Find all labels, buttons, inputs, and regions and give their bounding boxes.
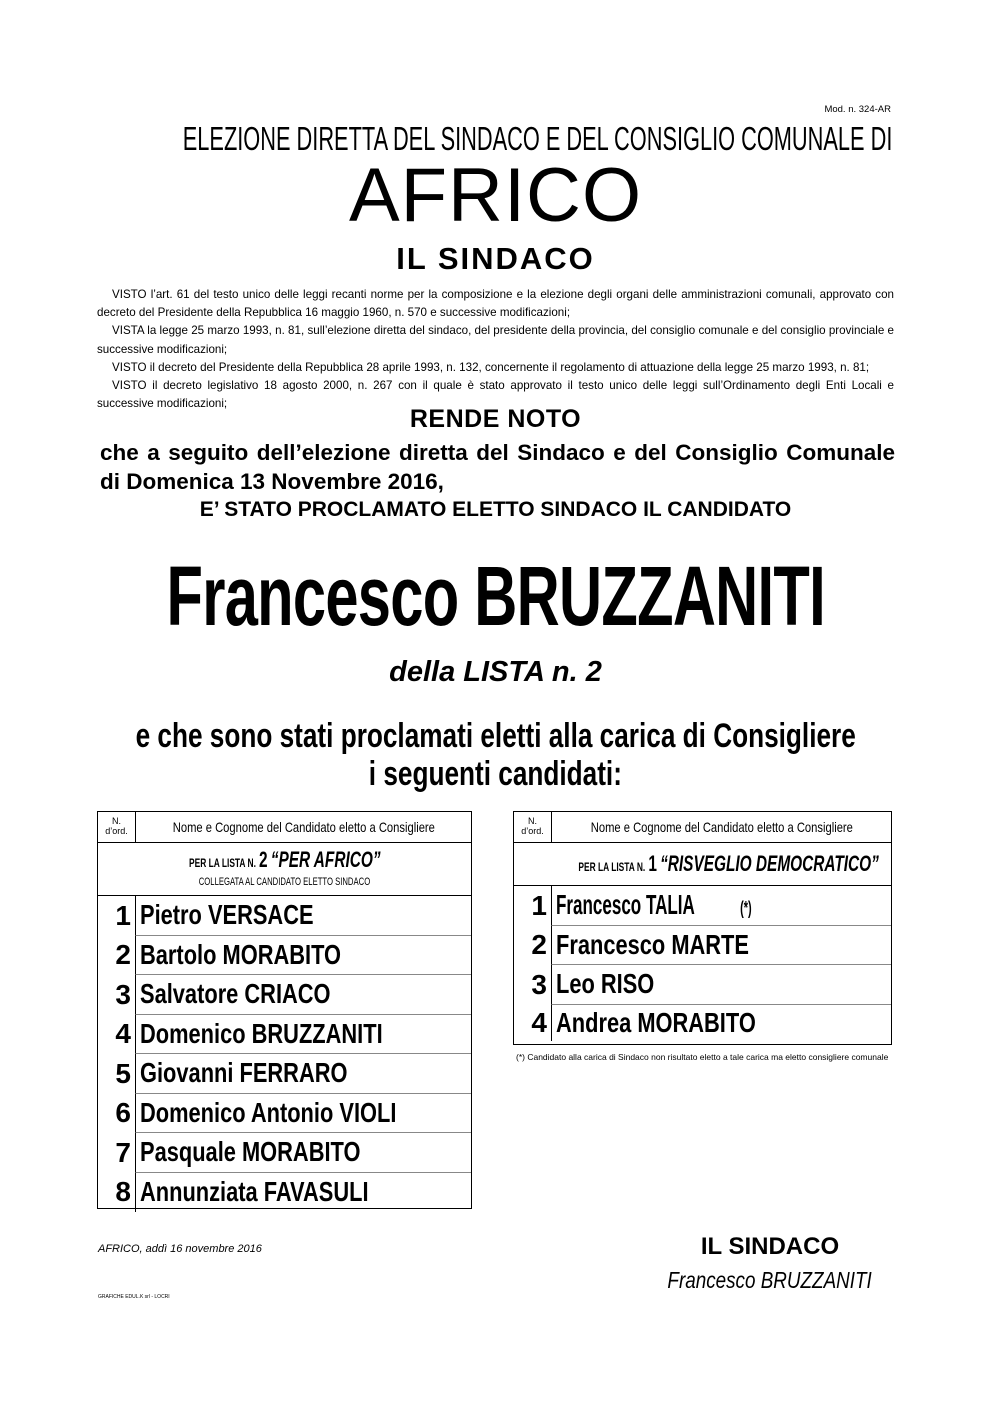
candidate-rows: [98, 895, 471, 1212]
candidate-name: Salvatore CRIACO: [140, 978, 331, 1010]
candidate-number: 1: [531, 889, 547, 921]
candidate-name-header-text: Nome e Cognome del Candidato eletto a Consigliere: [172, 819, 435, 835]
issuer-title: IL SINDACO: [396, 241, 595, 276]
candidate-number: 6: [115, 1097, 131, 1129]
candidate-name: Leo RISO: [556, 968, 655, 1000]
candidate-name-with-mark: [556, 889, 755, 921]
list-title: [578, 843, 878, 888]
councillors-heading-line1: e che sono stati proclamati eletti alla carica di Consigliere: [135, 717, 856, 755]
signature-name: [620, 1267, 920, 1294]
candidate-name: Domenico BRUZZANITI: [140, 1017, 383, 1049]
signature-name-text: Francesco BRUZZANITI: [667, 1267, 873, 1293]
legal-references: [97, 286, 894, 413]
footnote-mark: (*): [740, 898, 752, 919]
order-number-header: [514, 812, 552, 842]
candidate-name-cell: [135, 1133, 471, 1173]
candidate-name: Pietro VERSACE: [140, 899, 314, 931]
candidate-name-cell: [551, 1005, 891, 1041]
list-number: 2: [258, 847, 268, 872]
candidate-number: 2: [115, 939, 131, 971]
table-row: [98, 975, 471, 1015]
candidate-name: Giovanni FERRARO: [140, 1057, 348, 1089]
candidate-name: Bartolo MORABITO: [140, 938, 342, 970]
elected-mayor: [0, 548, 991, 645]
table-row: [514, 1005, 891, 1041]
footnote: (*) Candidato alla carica di Sindaco non risultato eletto a tale carica ma eletto consigliere comunale: [516, 1052, 889, 1062]
candidate-number: 8: [115, 1176, 131, 1208]
table-row: [98, 936, 471, 976]
candidate-name: Andrea MORABITO: [556, 1006, 756, 1038]
table-row: [98, 1133, 471, 1173]
candidate-name-header: [552, 812, 891, 842]
proclamation-line: E’ STATO PROCLAMATO ELETTO SINDACO IL CANDIDATO: [199, 498, 792, 521]
candidate-name: Domenico Antonio VIOLI: [140, 1096, 397, 1128]
order-number-header-line2: d’ord.: [521, 826, 544, 836]
form-code: Mod. n. 324-AR: [824, 104, 891, 115]
signature-title: IL SINDACO: [700, 1233, 840, 1260]
candidate-name-cell: [135, 975, 471, 1015]
candidate-number: 2: [531, 929, 547, 961]
candidate-name-cell: [135, 1173, 471, 1213]
list-name: “PER AFRICO”: [270, 847, 381, 872]
candidate-name-header: [136, 812, 471, 842]
announcement-text: che a seguito dell’elezione diretta del Sindaco e del Consiglio Comunale di Domenica 13 Novembre 2016,: [100, 440, 895, 494]
councillors-table-list-2: [97, 811, 472, 1209]
candidate-number: 3: [115, 978, 131, 1010]
candidate-name-cell: [135, 896, 471, 936]
candidate-number: 5: [115, 1057, 131, 1089]
list-title: [188, 847, 381, 872]
list-prefix: PER LA LISTA N.: [578, 860, 646, 874]
candidate-name-cell: [135, 1054, 471, 1094]
candidate-number: 1: [115, 899, 131, 931]
candidate-name-cell: [135, 1094, 471, 1134]
list-name: “RISVEGLIO DEMOCRATICO”: [660, 851, 879, 876]
table-header: [98, 812, 471, 843]
candidate-number: 7: [115, 1136, 131, 1168]
rende-noto-heading: RENDE NOTO: [409, 405, 582, 433]
candidate-name: Annunziata FAVASULI: [140, 1176, 369, 1208]
legal-reference: VISTO il decreto del Presidente della Repubblica 28 aprile 1993, n. 132, concernente il regolamento di attuazione della legge 25 marzo 1993, n. 81;: [112, 360, 870, 374]
table-row: [98, 1173, 471, 1213]
place-and-date: AFRICO, addì 16 novembre 2016: [98, 1243, 262, 1255]
list-subtitle: COLLEGATA AL CANDIDATO ELETTO SINDACO: [198, 876, 371, 888]
candidate-name-cell: [551, 926, 891, 966]
councillors-heading: [0, 717, 991, 793]
candidate-number: 4: [115, 1018, 131, 1050]
candidate-rows: [514, 885, 891, 1041]
candidate-name-cell: [135, 1015, 471, 1055]
elected-mayor-name: Francesco BRUZZANITI: [166, 549, 825, 643]
municipality-name: AFRICO: [348, 153, 643, 238]
legal-reference: VISTO il decreto legislativo 18 agosto 2000, n. 267 con il quale è stato approvato il testo unico delle leggi sull’Ordinamento degli Enti Locali e successive modificazioni;: [97, 379, 894, 411]
table-row: [514, 965, 891, 1005]
table-row: [98, 1054, 471, 1094]
list-number: 1: [648, 851, 657, 876]
legal-reference: VISTA la legge 25 marzo 1993, n. 81, sull’elezione diretta del sindaco, del presidente della provincia, del consiglio comunale e del consiglio provinciale e successive modificazioni;: [97, 324, 894, 356]
candidate-name-cell: [135, 936, 471, 976]
printer-credit: GRAFICHE EDUL.K srl - LOCRI: [98, 1294, 170, 1300]
table-row: [514, 886, 891, 926]
candidate-name-cell: [551, 965, 891, 1005]
order-number-header-line2: d’ord.: [105, 826, 128, 836]
candidate-number: 4: [531, 1006, 547, 1038]
table-row: [98, 896, 471, 936]
candidate-number: 3: [531, 968, 547, 1000]
order-number-header: [98, 812, 136, 842]
legal-reference: VISTO l’art. 61 del testo unico delle leggi recanti norme per la composizione e la elezione degli organi delle amministrazioni comunali, approvato con decreto del Presidente della Repubblica 16 maggio 1960, n. 570 e successive modificazioni;: [97, 288, 894, 320]
table-row: [514, 926, 891, 966]
candidate-name-header-text: Nome e Cognome del Candidato eletto a Consigliere: [590, 819, 853, 835]
councillors-heading-line2: i seguenti candidati:: [368, 755, 623, 793]
order-number-header-line1: N.: [112, 816, 121, 826]
list-header: [514, 843, 891, 885]
table-header: [514, 812, 891, 843]
table-row: [98, 1015, 471, 1055]
list-header: [98, 843, 471, 895]
candidate-name: Pasquale MORABITO: [140, 1136, 361, 1168]
candidate-name-cell: [551, 886, 891, 926]
candidate-name: Francesco TALIA: [556, 889, 695, 921]
list-prefix: PER LA LISTA N.: [188, 856, 256, 870]
candidate-name: Francesco MARTE: [556, 928, 749, 960]
election-title-text: ELEZIONE DIRETTA DEL SINDACO E DEL CONSIGLIO COMUNALE DI: [182, 120, 893, 157]
order-number-header-line1: N.: [528, 816, 537, 826]
mayor-list: della LISTA n. 2: [389, 656, 602, 688]
table-row: [98, 1094, 471, 1134]
councillors-table-list-1: [513, 811, 892, 1045]
